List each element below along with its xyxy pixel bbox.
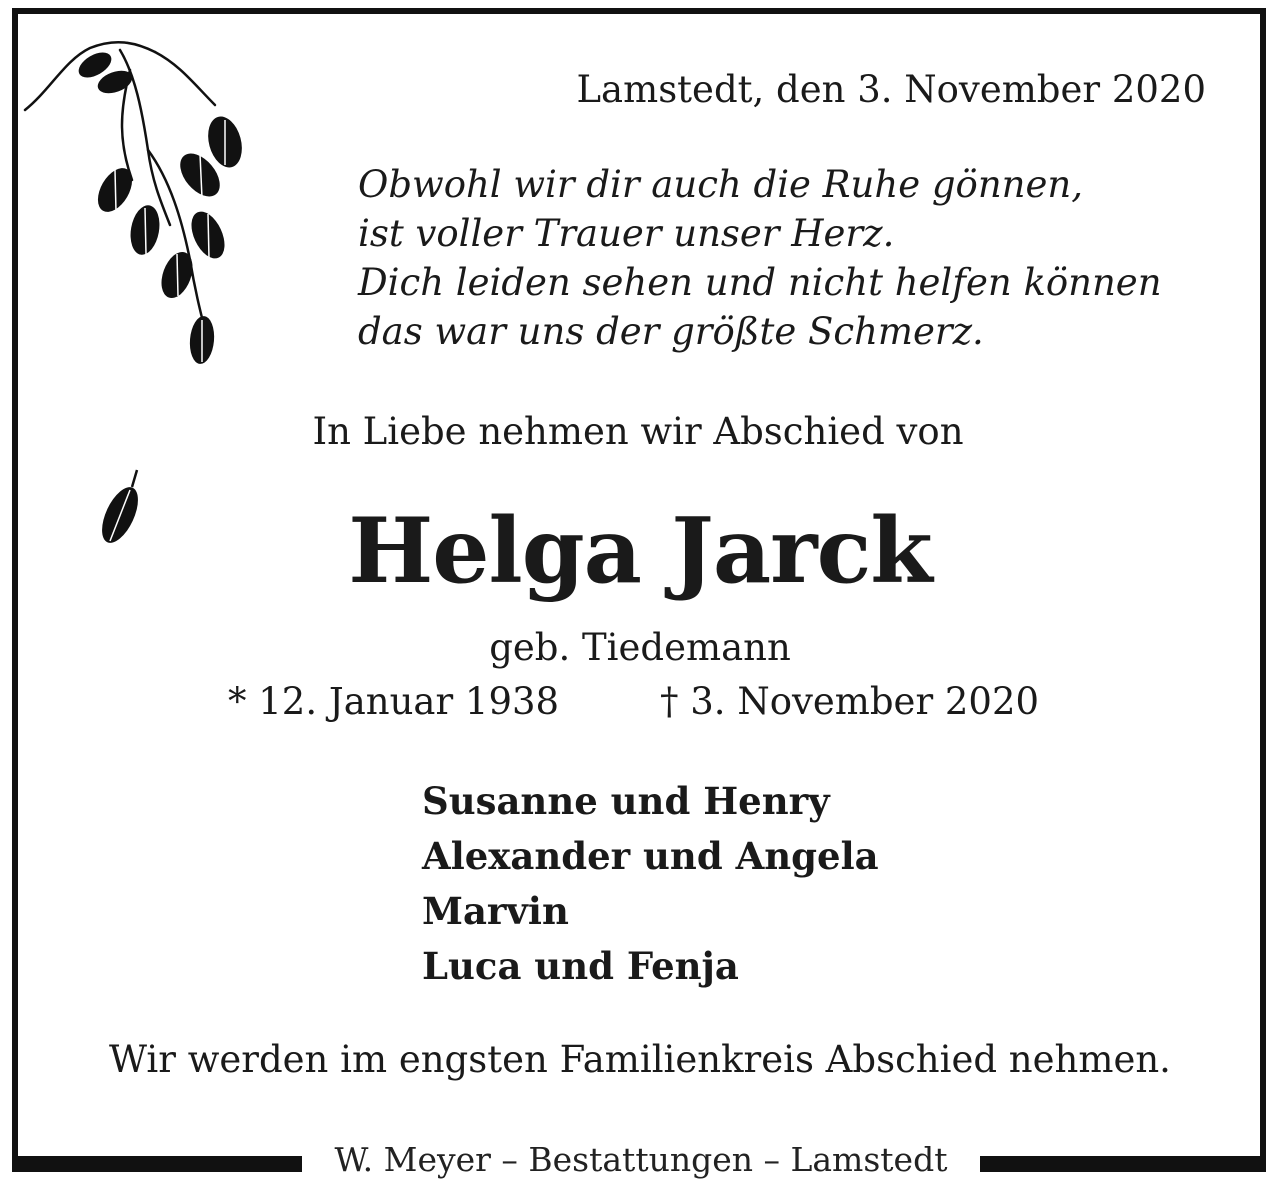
- birch-branch-icon: [20, 30, 260, 375]
- mourners-list: [422, 774, 879, 994]
- mourner-item: Marvin: [422, 889, 569, 933]
- poem: [358, 160, 1162, 356]
- mourner-item: Alexander und Angela: [422, 834, 879, 878]
- place-date: Lamstedt, den 3. November 2020: [576, 68, 1206, 111]
- closing-note: Wir werden im engsten Familienkreis Abschied nehmen.: [109, 1038, 1171, 1081]
- mourner-item: Luca und Fenja: [422, 944, 739, 988]
- poem-line: Dich leiden sehen und nicht helfen können: [358, 261, 1162, 304]
- poem-line: das war uns der größte Schmerz.: [358, 310, 984, 353]
- undertaker-credit: W. Meyer – Bestattungen – Lamstedt: [302, 1138, 980, 1182]
- birth-date: * 12. Januar 1938: [228, 680, 560, 723]
- mourner-item: Susanne und Henry: [422, 779, 830, 823]
- poem-line: Obwohl wir dir auch die Ruhe gönnen,: [358, 163, 1083, 206]
- deceased-name: Helga Jarck: [348, 498, 932, 604]
- intro-line: [0, 408, 1280, 456]
- footer-bar-left: [12, 1160, 302, 1172]
- intro-text: In Liebe nehmen wir Abschied von: [312, 410, 964, 453]
- footer-bar-right: [980, 1160, 1266, 1172]
- poem-line: ist voller Trauer unser Herz.: [358, 212, 895, 255]
- death-date: † 3. November 2020: [660, 680, 1040, 723]
- maiden-name: geb. Tiedemann: [489, 626, 791, 669]
